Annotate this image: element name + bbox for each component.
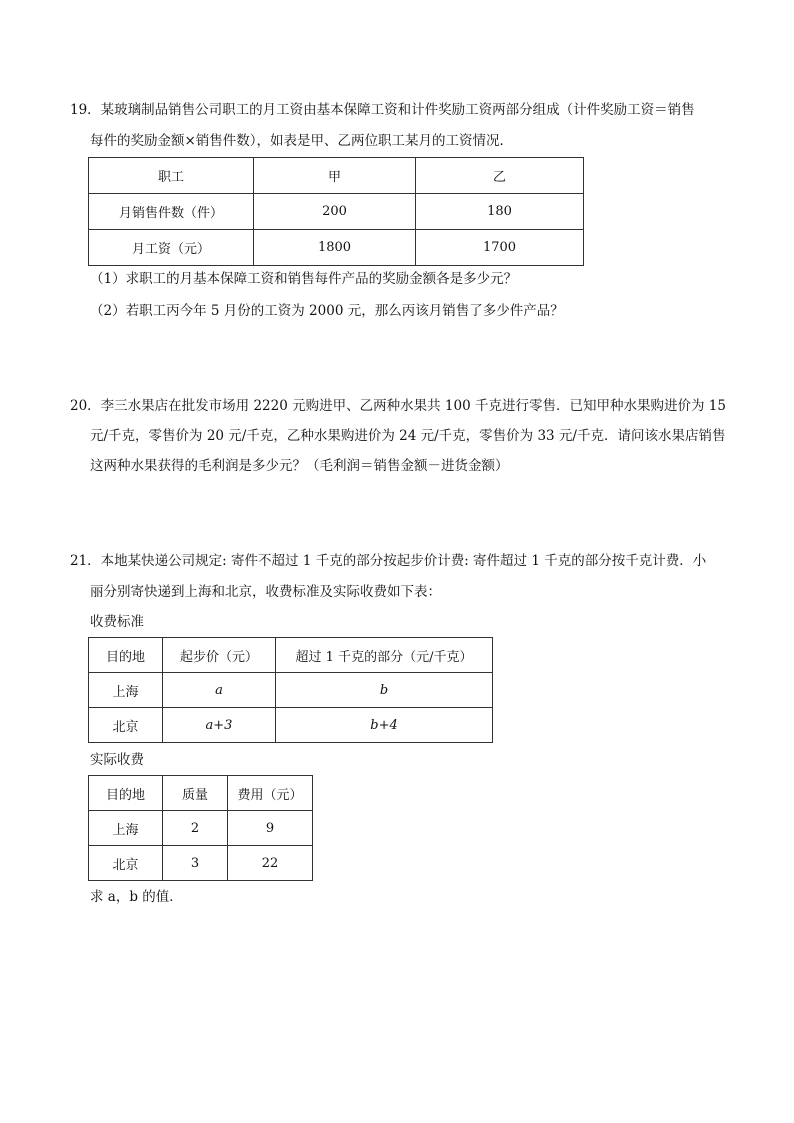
table-row [89,846,313,881]
table-cell: 上海 [89,811,163,846]
table-cell: 2 [163,811,228,846]
fee-standard-table [88,637,493,743]
table-cell: 1800 [254,230,416,266]
table-header-cell: 目的地 [89,638,163,673]
table-cell: 上海 [89,673,163,708]
table-cell: 3 [163,846,228,881]
table-header-cell: 费用（元） [228,776,313,811]
table-row [89,194,584,230]
q21-text-line1: 21．本地某快递公司规定: 寄件不超过 1 千克的部分按起步价计费: 寄件超过 1 千克的部分按千克计费．小 [70,553,707,569]
table-cell: 9 [228,811,313,846]
table-cell: b [276,673,493,708]
table-row [89,230,584,266]
table-header-cell: 目的地 [89,776,163,811]
table-row [89,708,493,743]
q21-text-line2: 丽分别寄快递到上海和北京，收费标准及实际收费如下表： [90,584,441,600]
table-row [89,673,493,708]
table-cell: a [163,673,276,708]
q21-final-question: 求 a，b 的值． [90,889,183,905]
table-header-row [89,776,313,811]
actual-fee-table [88,775,313,881]
table-cell: 180 [416,194,584,230]
q20-text-line3: 这两种水果获得的毛利润是多少元？（毛利润＝销售金额－进货金额） [90,458,509,474]
table-header-cell: 质量 [163,776,228,811]
q19-text-line1: 19．某玻璃制品销售公司职工的月工资由基本保障工资和计件奖励工资两部分组成（计件奖励工资＝销售 [70,102,695,118]
table-cell: a+3 [163,708,276,743]
q20-text-line2: 元/千克，零售价为 20 元/千克，乙种水果购进价为 24 元/千克，零售价为 33 元/千克．请问该水果店销售 [90,428,726,444]
table-cell: b+4 [276,708,493,743]
table-header-cell: 起步价（元） [163,638,276,673]
table-cell: 北京 [89,846,163,881]
table-cell: 200 [254,194,416,230]
table-row [89,811,313,846]
table-header-cell: 职工 [89,158,254,194]
table-header-cell: 甲 [254,158,416,194]
table-header-cell: 超过 1 千克的部分（元/千克） [276,638,493,673]
table-cell: 月销售件数（件） [89,194,254,230]
table-cell: 22 [228,846,313,881]
table-header-row [89,158,584,194]
table-cell: 北京 [89,708,163,743]
fee-standard-caption: 收费标准 [90,614,144,630]
q19-text-line2: 每件的奖励金额×销售件数），如表是甲、乙两位职工某月的工资情况． [90,133,514,149]
table-header-cell: 乙 [416,158,584,194]
table-cell: 1700 [416,230,584,266]
q19-subquestion-1: （1）求职工的月基本保障工资和销售每件产品的奖励金额各是多少元？ [90,271,518,287]
q19-subquestion-2: （2）若职工丙今年 5 月份的工资为 2000 元，那么丙该月销售了多少件产品？ [90,303,564,319]
table-cell: 月工资（元） [89,230,254,266]
table-header-row [89,638,493,673]
actual-fee-caption: 实际收费 [90,752,144,768]
q19-salary-table [88,157,584,266]
q20-text-line1: 20．李三水果店在批发市场用 2220 元购进甲、乙两种水果共 100 千克进行零售．已知甲种水果购进价为 15 [70,398,726,414]
